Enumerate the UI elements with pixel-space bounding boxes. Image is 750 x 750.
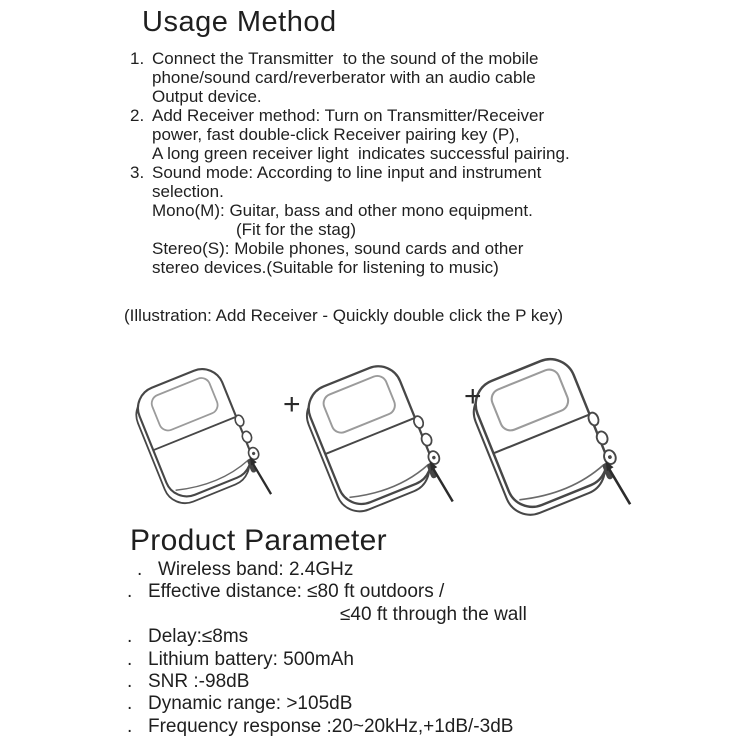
step-line: power, fast double-click Receiver pairing key (P), xyxy=(152,125,520,144)
param-text: Frequency response :20~20kHz,+1dB/-3dB xyxy=(148,715,514,737)
param-text: Lithium battery: 500mAh xyxy=(148,648,354,670)
param-text: Wireless band: 2.4GHz xyxy=(158,559,354,580)
step-line: selection. xyxy=(152,182,224,201)
plus-sign: + xyxy=(464,380,482,413)
step-number: 1. xyxy=(130,49,145,68)
bullet-dot: . xyxy=(127,693,133,715)
step-line: stereo devices.(Suitable for listening to music) xyxy=(152,258,499,277)
param-text: SNR :-98dB xyxy=(148,671,250,693)
device-body-group xyxy=(464,348,625,522)
param-row-delay xyxy=(127,626,667,648)
bullet-dot: . xyxy=(127,671,133,693)
pairing-arrow-icon xyxy=(606,461,631,504)
param-text: Effective distance: ≤80 ft outdoors / xyxy=(148,581,445,603)
bullet-dot: . xyxy=(127,715,133,737)
plus-sign: + xyxy=(283,388,301,421)
step-number: 2. xyxy=(130,106,145,125)
param-row-effective-distance-cont xyxy=(127,604,667,626)
illustration-caption: (Illustration: Add Receiver - Quickly double click the P key) xyxy=(124,306,564,325)
param-row-frequency-response xyxy=(127,716,667,738)
step-line: phone/sound card/reverberator with an audio cable xyxy=(152,68,536,87)
pairing-arrow-icon xyxy=(250,457,271,494)
param-row-effective-distance xyxy=(127,581,667,603)
param-text: Dynamic range: >105dB xyxy=(148,693,353,715)
bullet-dot: . xyxy=(127,648,133,670)
usage-steps-list xyxy=(130,49,635,277)
param-row-snr xyxy=(127,671,667,693)
param-row-dynamic-range xyxy=(127,693,667,715)
step-line: Add Receiver method: Turn on Transmitter/Receiver xyxy=(152,106,545,125)
param-text: Delay:≤8ms xyxy=(148,626,249,648)
param-row-battery xyxy=(127,649,667,671)
step-text xyxy=(152,49,635,106)
receiver-device-icon xyxy=(464,344,636,525)
usage-step-2 xyxy=(130,106,635,163)
step-number: 3. xyxy=(130,163,145,182)
step-line: A long green receiver light indicates successful pairing. xyxy=(152,144,570,163)
pairing-arrow-icon xyxy=(430,461,453,501)
usage-step-3 xyxy=(130,163,635,277)
device-body-group xyxy=(298,356,448,518)
receiver-device-icon xyxy=(128,356,276,512)
bullet-dot: . xyxy=(137,559,143,580)
step-line: Sound mode: According to line input and instrument xyxy=(152,163,542,182)
step-line-mono-mode: Mono(M): Guitar, bass and other mono equipment. xyxy=(152,201,533,220)
param-row-wireless-band xyxy=(127,559,667,581)
bullet-dot: . xyxy=(127,626,133,648)
usage-step-1 xyxy=(130,49,635,106)
device-body-group xyxy=(128,360,267,510)
step-line-stereo-mode: Stereo(S): Mobile phones, sound cards and other xyxy=(152,239,524,258)
step-line: (Fit for the stag) xyxy=(236,220,356,239)
product-parameter-title: Product Parameter xyxy=(130,524,387,557)
usage-method-title: Usage Method xyxy=(142,6,337,38)
param-text: ≤40 ft through the wall xyxy=(340,603,527,625)
step-line: Output device. xyxy=(152,87,262,106)
bullet-dot: . xyxy=(127,581,133,603)
step-text xyxy=(152,163,635,277)
step-text xyxy=(152,106,635,163)
receiver-device-icon xyxy=(298,352,458,521)
step-line: Connect the Transmitter to the sound of the mobile xyxy=(152,49,539,68)
product-parameter-list xyxy=(127,559,667,738)
